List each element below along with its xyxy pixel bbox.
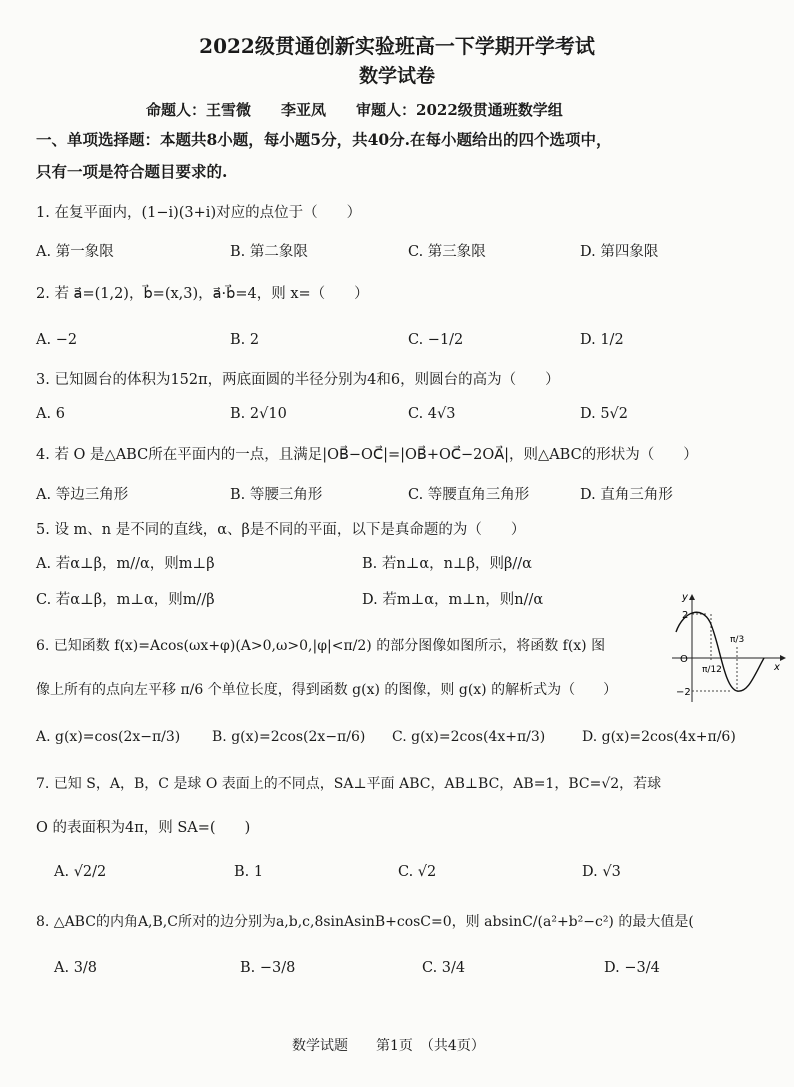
- q5-option-c[interactable]: C. 若α⊥β，m⊥α，则m//β: [36, 592, 215, 608]
- q4-option-a[interactable]: A. 等边三角形: [36, 487, 129, 503]
- y-top-label: 2: [682, 610, 689, 621]
- q3-option-c[interactable]: C. 4√3: [408, 406, 456, 422]
- q4-option-b[interactable]: B. 等腰三角形: [230, 487, 323, 503]
- question-5-stem: 5. 设 m、n 是不同的直线，α、β是不同的平面，以下是真命题的为（ ）: [36, 522, 526, 538]
- q5-option-b[interactable]: B. 若n⊥α，n⊥β，则β//α: [362, 556, 532, 572]
- cosine-curve: [676, 612, 764, 691]
- q2-option-c[interactable]: C. −1/2: [408, 332, 464, 348]
- question-3-stem: 3. 已知圆台的体积为152π，两底面圆的半径分别为4和6，则圆台的高为（ ）: [36, 372, 560, 388]
- exam-title: 2022级贯通创新实验班高一下学期开学考试: [199, 34, 595, 58]
- x-axis-arrow: [780, 655, 786, 661]
- q3-option-d[interactable]: D. 5√2: [580, 406, 629, 422]
- q2-option-a[interactable]: A. −2: [36, 332, 78, 348]
- section-heading: 一、单项选择题：本题共8小题，每小题5分，共40分.在每小题给出的四个选项中，: [36, 130, 612, 149]
- q4-option-d[interactable]: D. 直角三角形: [580, 487, 673, 503]
- q7-option-a[interactable]: A. √2/2: [54, 864, 107, 880]
- question-8-stem: 8. △ABC的内角A,B,C所对的边分别为a,b,c,8sinAsinB+cosC=0，则 absinC/(a²+b²−c²) 的最大值是(: [36, 914, 694, 930]
- question-2-stem: 2. 若 a⃗=(1,2)，b⃗=(x,3)，a⃗·b⃗=4，则 x=（ ）: [36, 286, 369, 302]
- q7-option-d[interactable]: D. √3: [582, 864, 621, 880]
- x-label: x: [774, 662, 780, 673]
- q7-option-c[interactable]: C. √2: [398, 864, 437, 880]
- q4-option-c[interactable]: C. 等腰直角三角形: [408, 487, 530, 503]
- q3-option-a[interactable]: A. 6: [36, 406, 65, 422]
- authors-line: 命题人：王雪微 李亚凤 审题人：2022级贯通班数学组: [146, 101, 563, 119]
- q7-option-b[interactable]: B. 1: [234, 864, 264, 880]
- q8-option-a[interactable]: A. 3/8: [54, 960, 98, 976]
- q8-option-c[interactable]: C. 3/4: [422, 960, 466, 976]
- question-4-stem: 4. 若 O 是△ABC所在平面内的一点，且满足|OB⃗−OC⃗|=|OB⃗+OC⃗−2OA⃗|，则△ABC的形状为（ ）: [36, 447, 698, 463]
- q1-option-a[interactable]: A. 第一象限: [36, 244, 114, 260]
- origin-label: O: [680, 654, 688, 665]
- q5-option-d[interactable]: D. 若m⊥α，m⊥n，则n//α: [362, 592, 544, 608]
- question-6-stem-line1: 6. 已知函数 f(x)=Acos(ωx+φ)(A>0,ω>0,|φ|<π/2) 的部分图像如图所示，将函数 f(x) 图: [36, 638, 606, 654]
- tick2-label: π/3: [730, 635, 745, 645]
- y-bottom-label: −2: [676, 687, 691, 698]
- page-footer: 数学试题 第1页 （共4页）: [292, 1038, 485, 1054]
- question-1-stem: 1. 在复平面内，(1−i)(3+i)对应的点位于（ ）: [36, 205, 362, 221]
- exam-subtitle: 数学试卷: [358, 65, 435, 87]
- q1-option-b[interactable]: B. 第二象限: [230, 244, 308, 260]
- question-6-stem-line2: 像上所有的点向左平移 π/6 个单位长度，得到函数 g(x) 的图像，则 g(x) 的解析式为（ ）: [36, 682, 618, 698]
- q8-option-d[interactable]: D. −3/4: [604, 960, 660, 976]
- q6-function-graph: [662, 592, 788, 704]
- q1-option-d[interactable]: D. 第四象限: [580, 244, 659, 260]
- y-label: y: [682, 592, 688, 603]
- q6-option-d[interactable]: D. g(x)=2cos(4x+π/6): [582, 729, 736, 745]
- q8-option-b[interactable]: B. −3/8: [240, 960, 296, 976]
- q6-option-b[interactable]: B. g(x)=2cos(2x−π/6): [212, 729, 366, 745]
- question-7-stem-line2: O 的表面积为4π，则 SA=( ): [36, 820, 251, 836]
- q6-option-a[interactable]: A. g(x)=cos(2x−π/3): [36, 729, 181, 745]
- q3-option-b[interactable]: B. 2√10: [230, 406, 287, 422]
- q2-option-d[interactable]: D. 1/2: [580, 332, 624, 348]
- question-7-stem-line1: 7. 已知 S，A，B，C 是球 O 表面上的不同点，SA⊥平面 ABC，AB⊥BC，AB=1，BC=√2，若球: [36, 776, 662, 792]
- q6-option-c[interactable]: C. g(x)=2cos(4x+π/3): [392, 729, 546, 745]
- section-heading-cont: 只有一项是符合题目要求的.: [36, 162, 228, 181]
- q1-option-c[interactable]: C. 第三象限: [408, 244, 486, 260]
- tick1-label: π/12: [702, 665, 722, 675]
- q5-option-a[interactable]: A. 若α⊥β，m//α，则m⊥β: [36, 556, 215, 572]
- q2-option-b[interactable]: B. 2: [230, 332, 260, 348]
- y-axis-arrow: [689, 594, 695, 600]
